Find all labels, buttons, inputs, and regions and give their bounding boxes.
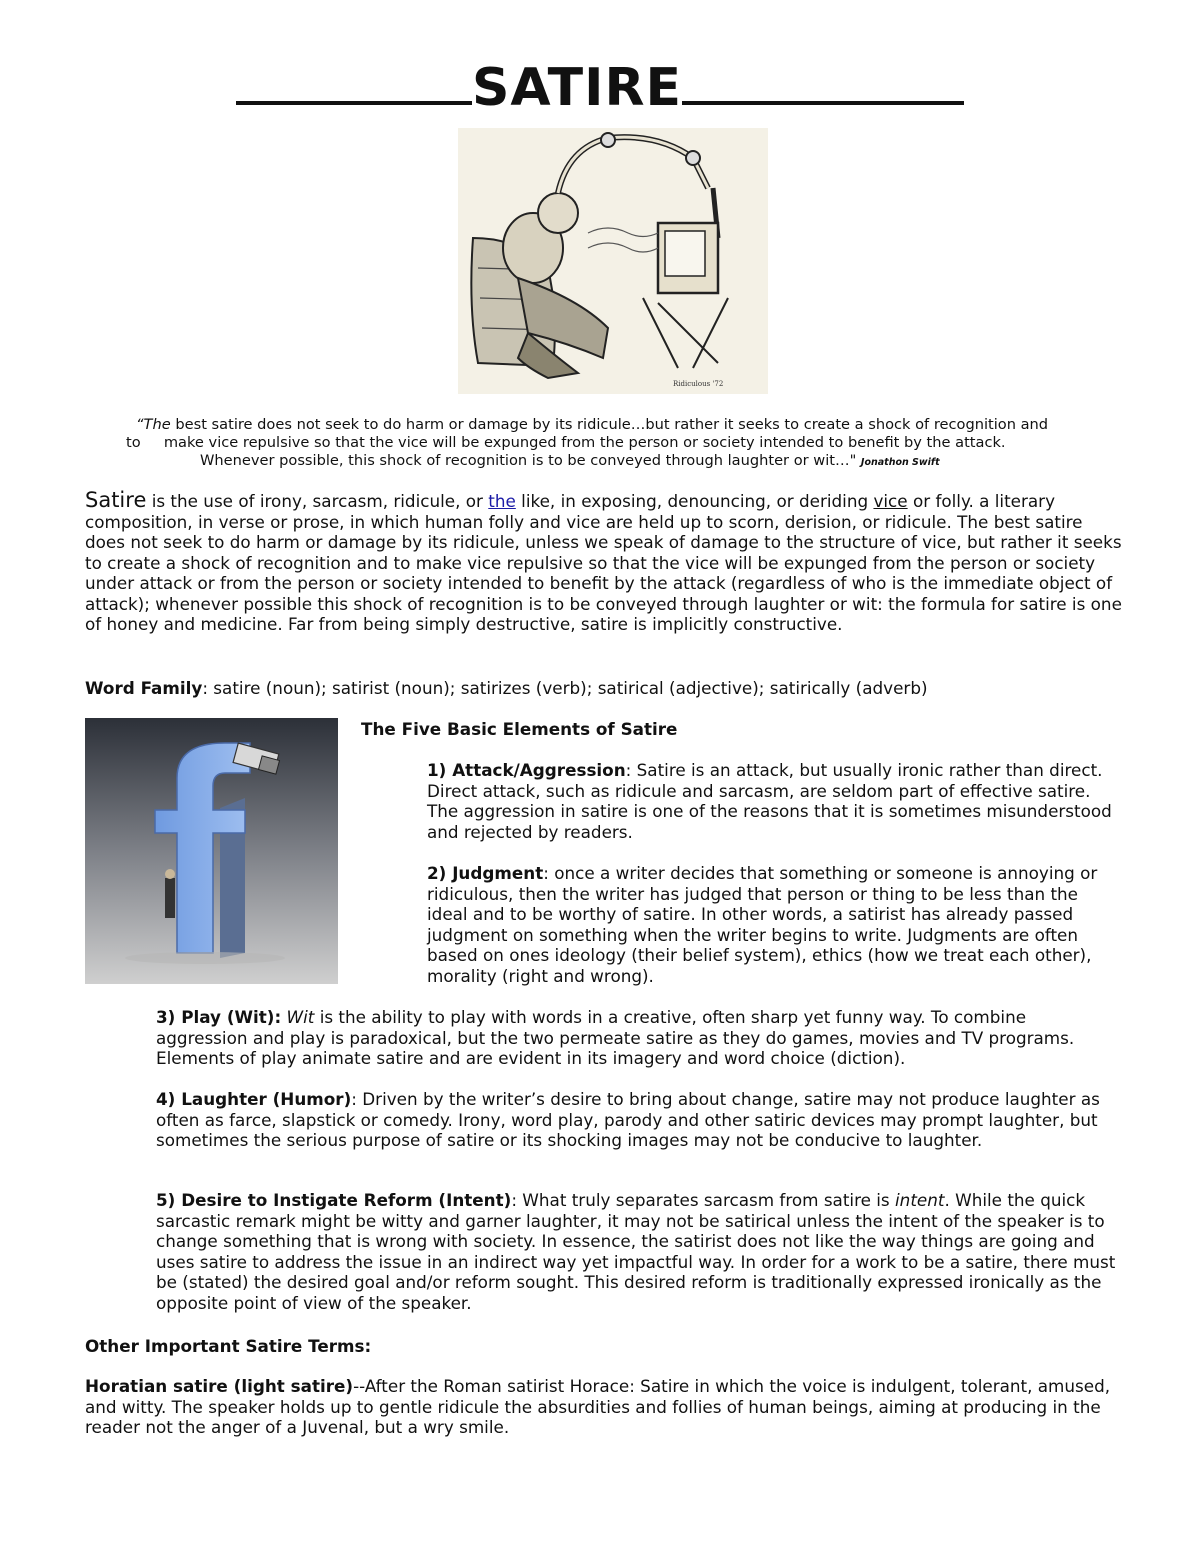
horatian-label: Horatian satire (light satire) xyxy=(85,1376,354,1396)
word-family-text: : satire (noun); satirist (noun); satirizes (verb); satirical (adjective); satirically (adverb) xyxy=(202,678,928,698)
element-4-label: 4) Laughter (Humor) xyxy=(156,1089,352,1109)
word-family-label: Word Family xyxy=(85,678,203,698)
quote-line-1: best satire does not seek to do harm or damage by its ridicule…but rather it seeks to create a shock of recognition and xyxy=(170,416,1049,433)
element-1-label: 1) Attack/Aggression xyxy=(427,760,626,780)
element-3-label: 3) Play (Wit): xyxy=(156,1007,282,1027)
tv-cartoon-image xyxy=(458,128,768,394)
vice-underlined: vice xyxy=(873,491,908,511)
quote-line-3: Whenever possible, this shock of recognition is to be conveyed through laughter or wit…" xyxy=(200,452,857,469)
element-reform xyxy=(156,1190,1116,1313)
element-5-text-2: . While the quick sarcastic remark might be witty and garner laughter, it may not be satirical unless the intent of the speaker is to change something that is wrong with society. In essence, the satirist does not like the way things are going and uses satire to address the issue in an indirect way yet impactful way. In order for a work to be a satire, there must be (stated) the desired goal and/or reform sought. This desired reform is traditionally expressed ironically as the opposite point of view of the speaker. xyxy=(156,1190,1116,1313)
element-play xyxy=(156,1007,1116,1069)
element-4-text: : Driven by the writer’s desire to bring about change, satire may not produce laughter as often as farce, slapstick or comedy. Irony, word play, parody and other satiric devices may prompt laughter, but sometimes the serious purpose of satire or its shocking images may not be conducive to laughter. xyxy=(156,1089,1100,1150)
definition-text-1: is the use of irony, sarcasm, ridicule, or xyxy=(146,491,489,511)
element-3-italic: Wit xyxy=(286,1007,315,1027)
horatian-text: --After the Roman satirist Horace: Satire in which the voice is indulgent, tolerant, amused, and witty. The speaker holds up to gentle ridicule the absurdities and follies of human beings, aiming at producing in the reader not the anger of a Juvenal, but a wry smile. xyxy=(85,1376,1111,1437)
horatian-satire xyxy=(85,1376,1125,1438)
element-2-text: : once a writer decides that something or someone is annoying or ridiculous, then the writer has judged that person or thing to be less than the ideal and to be worthy of satire. In other words, a satirist has already passed judgment on something when the writer begins to write. Judgments are often based on ones ideology (their belief system), ethics (how we treat each other), morality (right and wrong). xyxy=(427,863,1098,986)
page-title xyxy=(0,58,1200,118)
element-5-text: : What truly separates sarcasm from satire is xyxy=(511,1190,896,1210)
elements-heading: The Five Basic Elements of Satire xyxy=(361,719,678,739)
element-1-text: : Satire is an attack, but usually ironic rather than direct. Direct attack, such as ridicule and sarcasm, are seldom part of effective satire. The aggression in satire is one of the reasons that it is sometimes misunderstood and rejected by readers. xyxy=(427,760,1112,842)
the-link[interactable]: the xyxy=(488,491,516,511)
svg-text:Ridiculous '72: Ridiculous '72 xyxy=(673,380,724,388)
definition-text-2: like, in exposing, denouncing, or deriding xyxy=(515,491,874,511)
quote-line-2: to make vice repulsive so that the vice will be expunged from the person or society intended to benefit by the attack. xyxy=(126,434,1006,451)
element-2-label: 2) Judgment xyxy=(427,863,544,883)
element-laughter xyxy=(156,1089,1116,1151)
element-3-text: is the ability to play with words in a creative, often sharp yet funny way. To combine aggression and play is paradoxical, but the two permeate satire as they do games, movies and TV programs. Elements of play animate satire and are evident in its imagery and word choice (diction). xyxy=(156,1007,1075,1068)
title-text: SATIRE xyxy=(471,58,683,118)
title-underline-right xyxy=(682,101,964,105)
element-judgment xyxy=(427,863,1117,986)
title-underline-left xyxy=(236,101,472,105)
element-attack xyxy=(427,760,1117,842)
other-terms-heading: Other Important Satire Terms: xyxy=(85,1336,372,1356)
element-5-label: 5) Desire to Instigate Reform (Intent) xyxy=(156,1190,512,1210)
quote-open: “The xyxy=(136,416,171,433)
word-family xyxy=(85,678,1125,699)
satire-definition xyxy=(85,490,1125,635)
swift-quote xyxy=(126,416,1126,472)
facebook-camera-image xyxy=(85,718,338,984)
element-5-italic: intent xyxy=(895,1190,945,1210)
definition-term: Satire xyxy=(85,488,147,512)
definition-text-3: or folly. a literary composition, in verse or prose, in which human folly and vice are held up to scorn, derision, or ridicule. The best satire does not seek to do harm or damage by its ridicule, unless we speak of damage to the structure of vice, but rather it seeks to create a shock of recognition and to make vice repulsive so that the vice will be expunged from the person or society under attack or from the person or society intended to benefit by the attack (regardless of who is the immediate object of attack); whenever possible this shock of recognition is to be conveyed through laughter or wit: the formula for satire is one of honey and medicine. Far from being simply destructive, satire is implicitly constructive. xyxy=(85,491,1122,634)
quote-author: Jonathon Swift xyxy=(860,457,940,468)
